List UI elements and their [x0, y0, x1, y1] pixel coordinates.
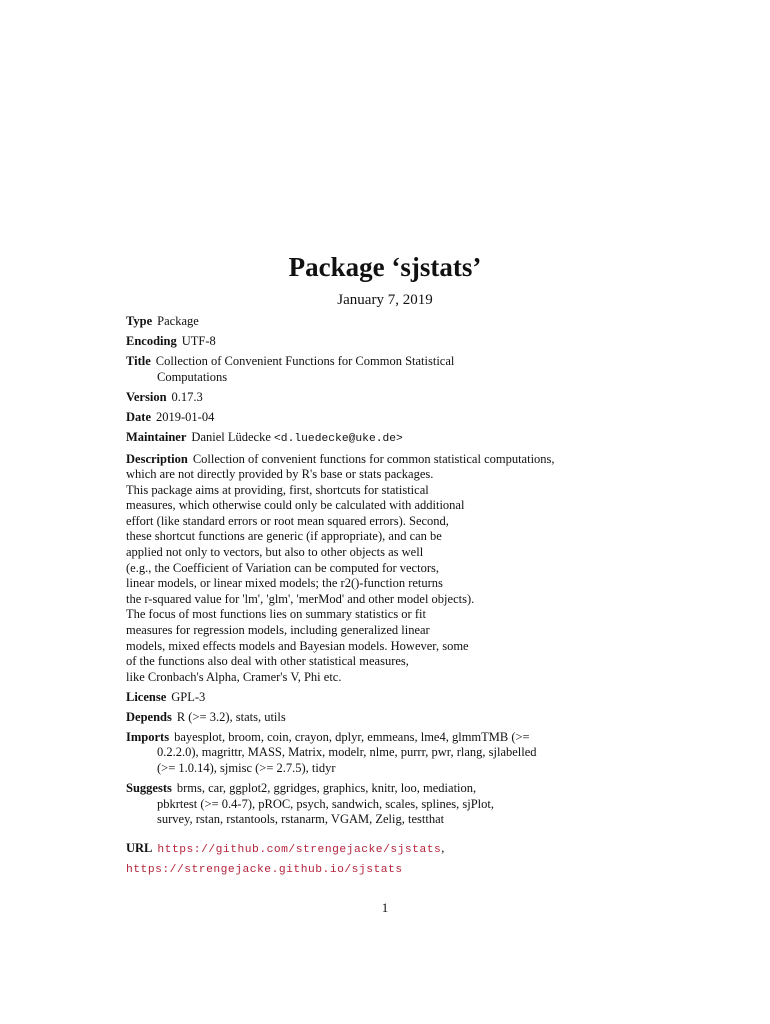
- field-date: [126, 409, 586, 426]
- field-key: Encoding: [126, 333, 177, 348]
- field-description: [126, 451, 586, 686]
- field-key: Imports: [126, 729, 170, 744]
- field-maintainer: [126, 429, 586, 448]
- description-line: the r-squared value for 'lm', 'glm', 'merMod' and other model objects).: [126, 591, 475, 606]
- field-value: UTF-8: [181, 333, 216, 348]
- field-license: [126, 689, 586, 706]
- field-value: brms, car, ggplot2, ggridges, graphics, knitr, loo, mediation, pbkrtest (>= 0.4-7), pROC, psych, sandwich, scales, splines, sjPlot, survey, rstan, rstantools, rstanarm, VGAM, Zelig, testthat: [157, 780, 494, 827]
- description-line: linear models, or linear mixed models; the r2()-function returns: [126, 576, 443, 591]
- description-fields: [126, 314, 586, 884]
- field-depends: [126, 709, 586, 726]
- field-key: Version: [126, 389, 167, 404]
- description-line: effort (like standard errors or root mean squared errors). Second,: [126, 513, 449, 528]
- field-key: URL: [126, 840, 153, 855]
- field-value: Package: [157, 314, 199, 328]
- field-key: Description: [126, 451, 188, 466]
- field-key: Depends: [126, 709, 172, 724]
- description-line: these shortcut functions are generic (if appropriate), and can be: [126, 529, 442, 544]
- page-number: 1: [381, 900, 389, 915]
- package-title: Package ‘sjstats’: [288, 252, 482, 282]
- description-line: models, mixed effects models and Bayesian models. However, some: [126, 638, 469, 653]
- maintainer-email: <d.luedecke@uke.de>: [274, 432, 403, 445]
- field-key: License: [126, 689, 167, 704]
- description-line: Collection of convenient functions for common statistical computations,: [192, 451, 555, 466]
- description-line: of the functions also deal with other statistical measures,: [126, 654, 409, 669]
- field-value: 0.17.3: [171, 389, 203, 404]
- field-key: Date: [126, 409, 151, 424]
- description-line: measures, which otherwise could only be calculated with additional: [126, 498, 465, 513]
- description-line: which are not directly provided by R's base or stats packages.: [126, 467, 434, 482]
- field-type: [126, 314, 586, 330]
- url-separator: ,: [441, 840, 445, 855]
- description-line: applied not only to vectors, but also to other objects as well: [126, 545, 424, 560]
- description-line: The focus of most functions lies on summary statistics or fit: [126, 607, 426, 622]
- field-value: R (>= 3.2), stats, utils: [176, 709, 286, 724]
- description-line: (e.g., the Coefficient of Variation can be computed for vectors,: [126, 560, 439, 575]
- field-value: bayesplot, broom, coin, crayon, dplyr, emmeans, lme4, glmmTMB (>= 0.2.2.0), magrittr, MASS, Matrix, modelr, nlme, purrr, pwr, rlang, sjlabelled (>= 1.0.14), sjmisc (>= 2.7.5), tidyr: [157, 729, 537, 775]
- field-key: Suggests: [126, 780, 172, 795]
- field-value: GPL-3: [171, 689, 206, 704]
- field-key: Type: [126, 314, 153, 328]
- field-url: [126, 838, 586, 880]
- description-line: measures for regression models, including generalized linear: [126, 623, 430, 638]
- field-encoding: [126, 333, 586, 350]
- url-link-github[interactable]: https://github.com/strengejacke/sjstats: [157, 843, 442, 856]
- description-line: This package aims at providing, first, shortcuts for statistical: [126, 482, 429, 497]
- field-version: [126, 389, 586, 406]
- url-link-pages[interactable]: https://strengejacke.github.io/sjstats: [126, 863, 403, 876]
- package-date: January 7, 2019: [337, 292, 433, 308]
- field-title: [126, 353, 497, 385]
- field-suggests: [126, 780, 517, 828]
- field-key: Maintainer: [126, 429, 187, 444]
- field-imports: [126, 729, 547, 777]
- field-value: Collection of Convenient Functions for Common Statistical Computations: [155, 353, 455, 384]
- field-key: Title: [126, 353, 151, 368]
- description-line: like Cronbach's Alpha, Cramer's V, Phi etc.: [126, 669, 342, 684]
- maintainer-name: Daniel Lüdecke: [191, 429, 271, 444]
- field-value: 2019-01-04: [156, 409, 215, 424]
